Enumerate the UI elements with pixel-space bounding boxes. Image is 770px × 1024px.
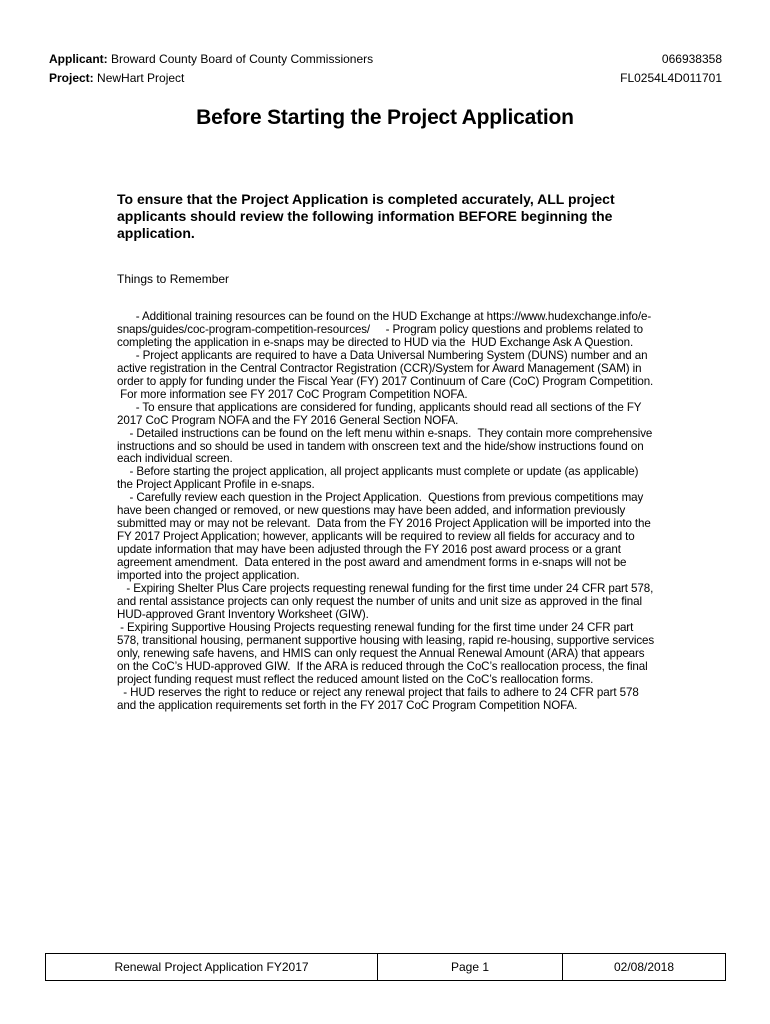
instruction-item: - HUD reserves the right to reduce or reject any renewal project that fails to adhere to 24 CFR part 578 and the application requirements set forth in the FY 2017 CoC Program Competition NOFA. [117,685,639,712]
instruction-item: - To ensure that applications are considered for funding, applicants should read all sections of the FY 2017 CoC Program NOFA and the FY 2016 General Section NOFA. [117,400,642,427]
id-number: 066938358 [661,52,722,66]
grant-number: FL0254L4D011701 [620,71,722,85]
footer-date: 02/08/2018 [613,960,675,974]
instruction-item: - Before starting the project application, all project applicants must complete or update (as applicable) the Project Applicant Profile in e-snaps. [117,465,639,492]
instruction-item: - Carefully review each question in the Project Application. Questions from previous competitions may have been changed or removed, or new questions may have been added, and information previously submitted may or may not be relevant. Data from the FY 2016 Project Application will be imported into the FY 2017 Project Application; however, applicants will be required to review all fields for accuracy and to update information that may have been adjusted through the FY 2016 post award process or a grant agreement amendment. Data entered in the post award and amendment forms in e-snaps will not be imported into the project application. [117,491,651,583]
applicant-line [49,50,373,69]
header-left [49,50,373,88]
footer-form-name: Renewal Project Application FY2017 [46,954,378,980]
project-value: NewHart Project [97,71,185,85]
instruction-item: - Detailed instructions can be found on the left menu within e-snaps. They contain more comprehensive instructions and so should be used in tandem with onscreen text and the hide/show instructions found on each individual screen. [117,426,653,466]
applicant-label: Applicant: [49,52,108,66]
instructions-list [117,311,657,713]
instruction-item: - Expiring Shelter Plus Care projects requesting renewal funding for the first time under 24 CFR part 578, and rental assistance projects can only request the number of units and unit size as approved in the final HUD-approved Grant Inventory Worksheet (GIW). [117,582,654,621]
project-line [49,69,373,88]
instruction-item: - Additional training resources can be found on the HUD Exchange at https://www.hudexchange.info/e-snaps/guides/coc-program-competition-resources/ - Program policy questions and problems related to completing the application in e-snaps may be directed to HUD via the HUD Exchange Ask A Question. [117,310,652,349]
page-footer [45,953,726,981]
header-right [620,50,722,88]
intro-text: To ensure that the Project Application is completed accurately, ALL project applicants should review the following information BEFORE beginning the application. [117,191,615,241]
instruction-item: - Project applicants are required to have a Data Universal Numbering System (DUNS) number and an active registration in the Central Contractor Registration (CCR)/System for Award Management (SAM) in order to apply for funding under the Fiscal Year (FY) 2017 Continuum of Care (CoC) Program Competition. For more information see FY 2017 CoC Program Competition NOFA. [117,348,654,401]
instruction-item: - Expiring Supportive Housing Projects requesting renewal funding for the first time under 24 CFR part 578, transitional housing, permanent supportive housing with leasing, rapid re-housing, supportive services only, renewing safe havens, and HMIS can only request the Annual Renewal Amount (ARA) that appears on the CoC’s HUD-approved GIW. If the ARA is reduced through the CoC’s reallocation process, the final project funding request must reflect the reduced amount listed on the CoC’s reallocation forms. [117,620,655,686]
project-label: Project: [49,71,94,85]
page-title: Before Starting the Project Application [196,106,574,129]
things-heading: Things to Remember [117,272,230,286]
applicant-value: Broward County Board of County Commissioners [111,52,374,66]
footer-page-number: Page 1 [378,954,563,980]
